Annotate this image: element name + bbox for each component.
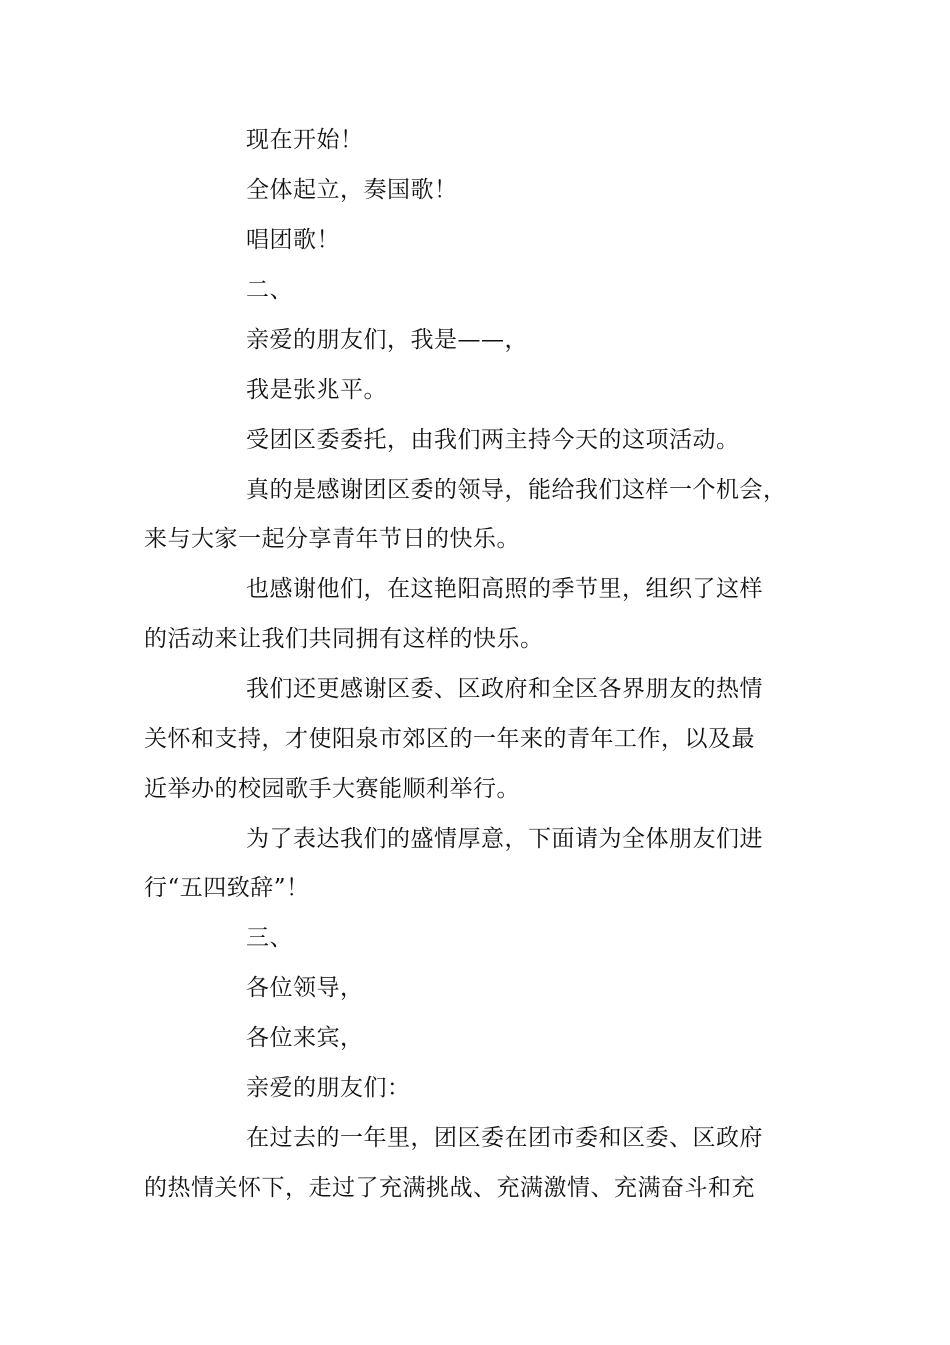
text-line: 各位领导， bbox=[246, 975, 364, 1001]
text-line: 现在开始！ bbox=[246, 127, 364, 153]
text-line: 亲爱的朋友们，我是——， bbox=[246, 327, 528, 353]
text-line: 在过去的一年里，团区委在团市委和区委、区政府 bbox=[246, 1125, 763, 1151]
text-line: 我们还更感谢区委、区政府和全区各界朋友的热情 bbox=[246, 676, 763, 702]
text-line: 全体起立，奏国歌！ bbox=[246, 177, 458, 203]
text-line: 各位来宾， bbox=[246, 1025, 364, 1051]
text-line: 也感谢他们，在这艳阳高照的季节里，组织了这样 bbox=[246, 576, 763, 602]
text-line: 关怀和支持，才使阳泉市郊区的一年来的青年工作，以及最 bbox=[144, 726, 755, 752]
text-line: 的热情关怀下，走过了充满挑战、充满激情、充满奋斗和充 bbox=[144, 1175, 755, 1201]
text-line: 真的是感谢团区委的领导，能给我们这样一个机会， bbox=[246, 477, 787, 503]
text-line: 唱团歌！ bbox=[246, 227, 340, 253]
text-line: 的活动来让我们共同拥有这样的快乐。 bbox=[144, 626, 544, 652]
text-line: 来与大家一起分享青年节日的快乐。 bbox=[144, 526, 520, 552]
text-line: 近举办的校园歌手大赛能顺利举行。 bbox=[144, 776, 520, 802]
text-line: 我是张兆平。 bbox=[246, 377, 387, 403]
text-line: 为了表达我们的盛情厚意，下面请为全体朋友们进 bbox=[246, 826, 763, 852]
section-heading: 二、 bbox=[246, 277, 293, 303]
text-line: 受团区委委托，由我们两主持今天的这项活动。 bbox=[246, 427, 740, 453]
section-heading: 三、 bbox=[246, 925, 293, 951]
text-line: 亲爱的朋友们： bbox=[246, 1075, 411, 1101]
text-line: 行“五四致辞”！ bbox=[144, 875, 310, 901]
